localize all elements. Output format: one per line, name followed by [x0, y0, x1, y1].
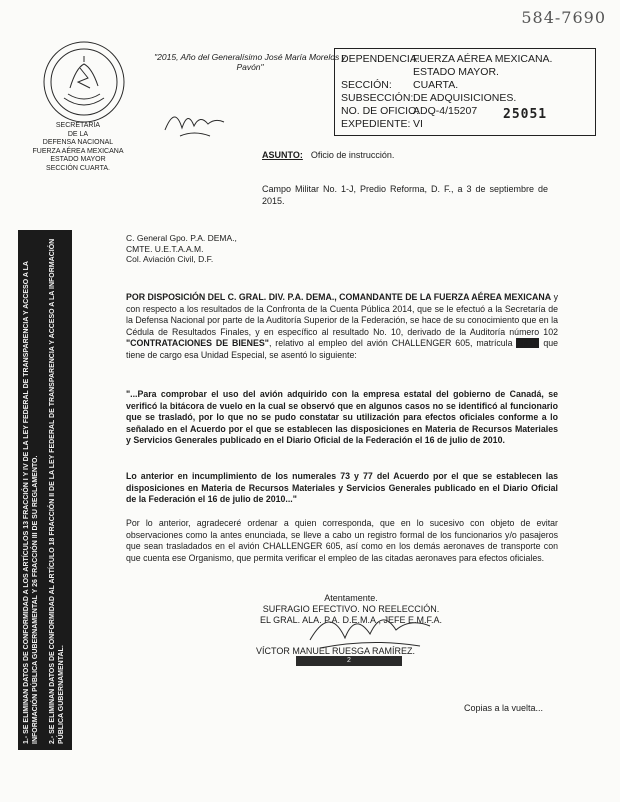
- closing-line: EL GRAL. ALA. P.A. D.E.M.A., JEFE E.M.F.A.: [259, 615, 443, 625]
- header-label: EXPEDIENTE:: [341, 118, 411, 130]
- stamp-number: 25051: [503, 107, 548, 122]
- header-value: DE ADQUISICIONES.: [413, 92, 517, 104]
- header-value: CUARTA.: [413, 79, 459, 91]
- national-seal-icon: [40, 38, 128, 126]
- handwritten-initials-icon: [160, 100, 230, 140]
- org-line: FUERZA AÉREA MEXICANA: [32, 147, 124, 155]
- org-line: SECRETARÍA: [55, 122, 101, 129]
- paragraph-text: , relativo al empleo del avión CHALLENGER 605, matrícula: [268, 338, 513, 349]
- subject-value: Oficio de instrucción.: [310, 150, 395, 160]
- recipient-line: CMTE. U.E.T.A.A.M.: [126, 243, 204, 254]
- redacted-registration: 3911: [518, 338, 538, 349]
- header-row-oficio: [341, 105, 477, 117]
- header-label: SUBSECCIÓN:: [341, 92, 414, 104]
- disposition-lead: POR DISPOSICIÓN DEL C. GRAL. DIV. P.A. DEMA., COMANDANTE DE LA FUERZA AÉREA MEXICANA: [126, 292, 552, 302]
- recipient-line: C. General Gpo. P.A. DEMA.,: [126, 233, 237, 243]
- header-label: SECCIÓN:: [341, 79, 392, 91]
- organization-block: [18, 122, 138, 173]
- paragraph-text: y con respecto a los resultados de la Confronta de la Cuenta Pública 2014, que se le efectuó a la Secretaría de la Defensa Nacional por parte de la Auditoría Superior de la Federación, se hace de su conocimiento que en la Cédula de Resultados Finales, y en específico al resultado No. 10, derivado de la Auditoría número 102: [126, 292, 558, 337]
- recipient-line: Col. Aviación Civil, D.F.: [126, 254, 214, 264]
- place-date: Campo Militar No. 1-J, Predio Reforma, D. F., a 3 de septiembre de 2015.: [262, 184, 548, 206]
- quoted-noncompliance: Lo anterior en incumplimiento de los numerales 73 y 77 del Acuerdo por el que se establecen las disposiciones en Materia de Recursos Materiales y Servicios Generales publicado en el Diario Oficial de la Federación el 16 de julio de 2010...": [126, 471, 558, 505]
- signer-name: VÍCTOR MANUEL RUESGA RAMÍREZ.: [256, 646, 416, 656]
- header-value: FUERZA AÉREA MEXICANA.: [413, 53, 553, 65]
- body-paragraph-1: [126, 292, 558, 362]
- redaction-note-1: 1.- SE ELIMINAN DATOS DE CONFORMIDAD A LOS ARTÍCULOS 13 FRACCIÓN I Y IV DE LA LEY FEDERAL DE TRANSPARENCIA Y ACCESO A LA INFORMACIÓN PÚBLICA GUBERNAMENTAL Y 26 FRACCIÓN III DE SU REGLAMENTO.: [23, 261, 39, 744]
- copies-note: Copias a la vuelta...: [464, 703, 544, 713]
- header-row-dependencia: [341, 53, 552, 65]
- org-line: DE LA: [67, 130, 89, 138]
- reference-number: 584-7690: [521, 8, 606, 27]
- header-value: ESTADO MAYOR.: [413, 66, 499, 78]
- header-row-seccion: [341, 79, 458, 91]
- instruction-paragraph: Por lo anterior, agradeceré ordenar a quien corresponda, que en lo sucesivo con objeto de evitar observaciones como la antes enunciada, se lleve a cabo un registro formal de los funcionarios y/o pasajeros que sean trasladados en el avión CHALLENGER 605, así como en los demás aeronaves de transporte con que cuenta ese Organismo, que permita verificar el empleo de las citadas aeronaves para efectos oficiales.: [126, 518, 558, 563]
- header-value: VI: [413, 118, 423, 130]
- redaction-note-2: 2.- SE ELIMINAN DATOS DE CONFORMIDAD AL ARTÍCULO 18 FRACCIÓN II DE LA LEY FEDERAL DE TRANSPARENCIA Y ACCESO A LA INFORMACIÓN PÚBLICA GUBERNAMENTAL.: [49, 238, 65, 744]
- header-value: ADQ-4/15207: [413, 105, 478, 117]
- org-line: ESTADO MAYOR: [50, 156, 106, 163]
- recipient-block: [126, 233, 237, 265]
- header-row-estado-mayor: [341, 66, 499, 78]
- redaction-bar: 2: [296, 656, 402, 666]
- header-row-subseccion: [341, 92, 516, 104]
- header-label: NO. DE OFICIO:: [341, 105, 420, 117]
- redaction-notice-sidebar: [18, 230, 72, 750]
- audit-title: "CONTRATACIONES DE BIENES": [126, 338, 269, 349]
- subject-line: [262, 150, 394, 160]
- paragraph-text: que tiene de cargo esa Unidad Especial, se asentó lo siguiente:: [126, 338, 559, 360]
- header-row-expediente: [341, 118, 423, 130]
- org-line: DEFENSA NACIONAL: [42, 139, 114, 146]
- header-label: DEPENDENCIA:: [341, 53, 420, 65]
- year-motto: "2015, Año del Generalísimo José María Morelos y Pavón": [154, 52, 346, 72]
- header-info-box: [334, 48, 596, 136]
- org-line: SECCIÓN CUARTA.: [46, 164, 110, 172]
- closing-line: Atentamente.: [324, 593, 378, 603]
- quoted-finding: "...Para comprobar el uso del avión adquirido con la empresa estatal del gobierno de Canadá, se verificó la bitácora de vuelo en la cual se observó que en algunos casos no se identificó al funcionario que se trasladó, por lo que no se pudo constatar su utilización para efectos oficiales conforme a lo señalado en el Acuerdo por el que se establecen las disposiciones en Materia de Recursos Materiales y Servicios Generales publicado en el Diario Oficial de la Federación el 16 de julio de 2010.: [126, 389, 558, 446]
- subject-label: ASUNTO:: [262, 150, 303, 160]
- closing-line: SUFRAGIO EFECTIVO. NO REELECCIÓN.: [262, 604, 440, 614]
